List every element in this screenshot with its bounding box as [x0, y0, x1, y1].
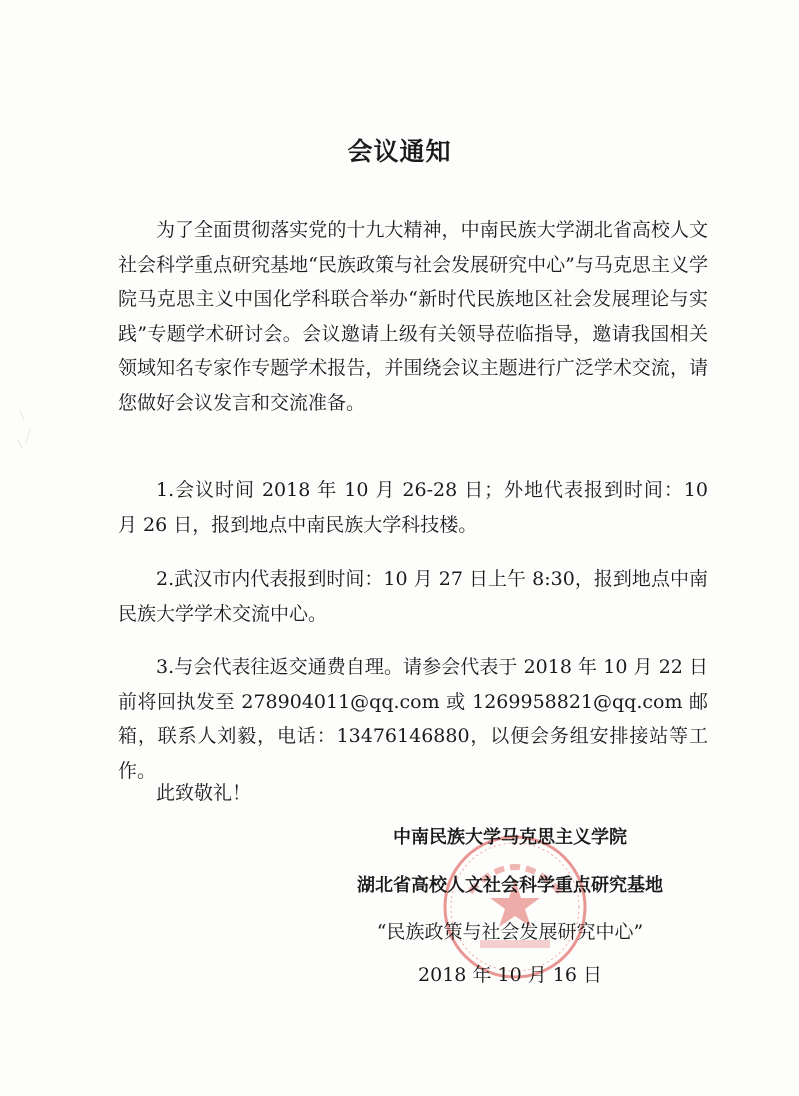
closing-paragraph — [118, 776, 708, 811]
item-3-paragraph — [118, 650, 708, 788]
item-3-text: 3.与会代表往返交通费自理。请参会代表于 2018 年 10 月 22 日前将回执发至 278904011@qq.com 或 1269958821@qq.com 邮箱，联系人刘毅，电话：13476146880，以便会务组安排接站等工作。 — [118, 656, 708, 782]
item-1-paragraph — [118, 473, 708, 542]
signature-line-2: 湖北省高校人文社会科学重点研究基地 — [357, 875, 663, 896]
signature-date: 2018 年 10 月 16 日 — [418, 964, 602, 986]
signature-line-1: 中南民族大学马克思主义学院 — [393, 827, 627, 848]
scan-speck-mark — [10, 400, 50, 460]
signature-line-3: “民族政策与社会发展研究中心” — [376, 921, 644, 943]
notice-title: 会议通知 — [347, 137, 452, 166]
intro-paragraph — [118, 213, 708, 420]
item-2-text: 2.武汉市内代表报到时间：10 月 27 日上午 8:30，报到地点中南民族大学学术交流中心。 — [118, 568, 708, 625]
closing-text: 此致敬礼！ — [156, 782, 252, 804]
item-1-text: 1.会议时间 2018 年 10 月 26-28 日；外地代表报到时间：10 月 26 日，报到地点中南民族大学科技楼。 — [118, 479, 708, 536]
intro-paragraph-text: 为了全面贯彻落实党的十九大精神，中南民族大学湖北省高校人文社会科学重点研究基地“民族政策与社会发展研究中心”与马克思主义学院马克思主义中国化学科联合举办“新时代民族地区社会发展理论与实践”专题学术研讨会。会议邀请上级有关领导莅临指导，邀请我国相关领域知名专家作专题学术报告，并围绕会议主题进行广泛学术交流，请您做好会议发言和交流准备。 — [118, 219, 708, 414]
item-2-paragraph — [118, 562, 708, 631]
